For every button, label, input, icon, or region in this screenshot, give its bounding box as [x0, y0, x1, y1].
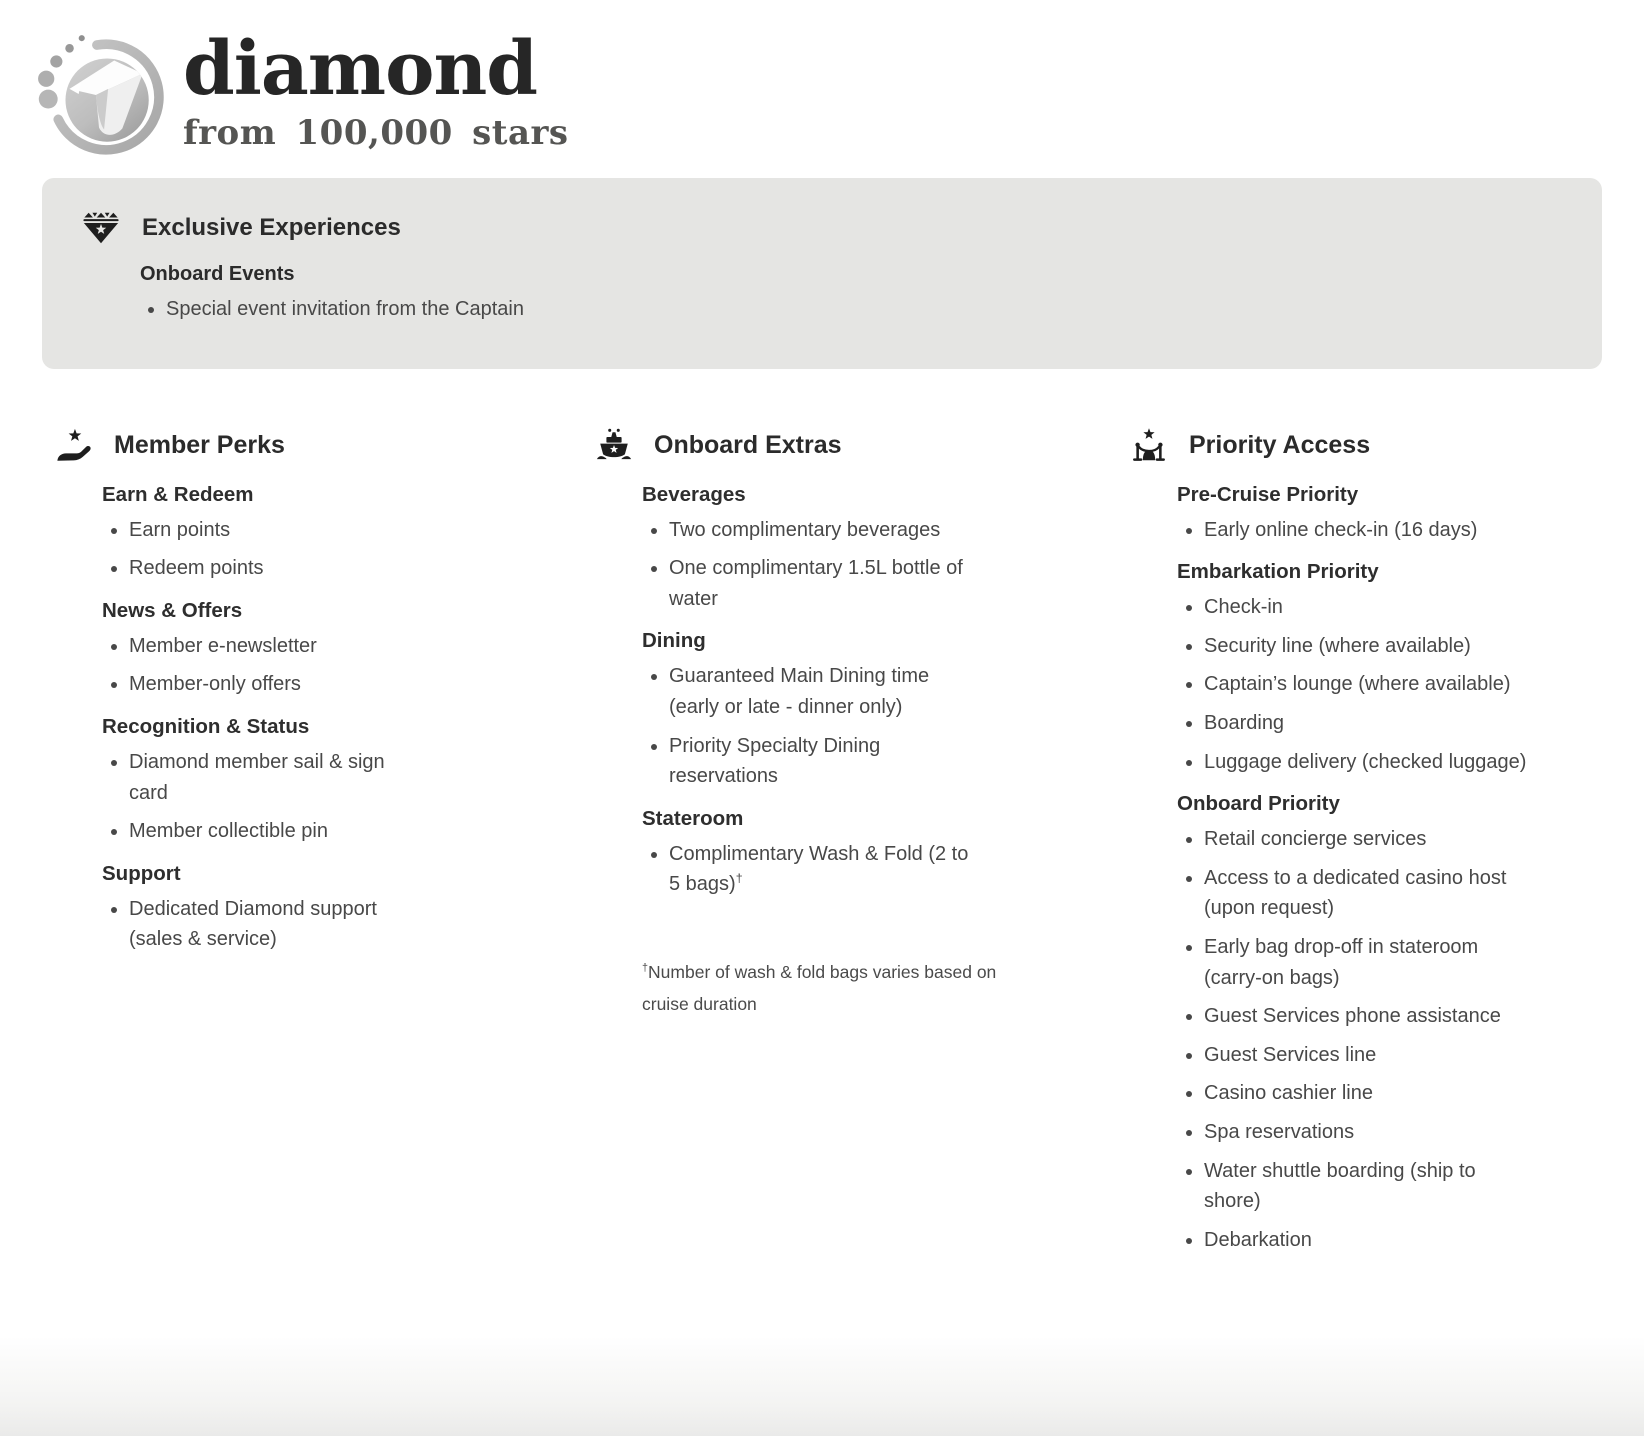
bottom-fade — [0, 1336, 1644, 1436]
benefit-item: • Debarkation — [1204, 1225, 1534, 1256]
column-priority-access — [1130, 427, 1630, 1264]
benefit-item: • Captain’s lounge (where available) — [1204, 669, 1534, 700]
benefit-item: • Priority Specialty Dining reservations — [669, 731, 981, 792]
benefit-item: • Retail concierge services — [1204, 824, 1534, 855]
gem-icon — [82, 210, 120, 246]
section-heading: Dining — [642, 629, 706, 653]
wash-fold-footnote: †Number of wash & fold bags varies based on cruise duration — [642, 961, 997, 1015]
benefit-list — [1177, 592, 1630, 777]
benefit-item: • Member e-newsletter — [129, 631, 429, 662]
section-heading: Earn & Redeem — [102, 482, 254, 506]
exclusive-experiences-title: Exclusive Experiences — [142, 214, 401, 241]
benefit-list — [642, 661, 1130, 791]
onboard-extras-body — [642, 483, 1130, 900]
section-heading: Beverages — [642, 482, 746, 506]
benefit-list — [1177, 824, 1630, 1255]
benefit-list — [102, 894, 595, 955]
benefit-item: • Diamond member sail & sign card — [129, 747, 429, 808]
benefit-item: • Redeem points — [129, 553, 429, 584]
ship-icon — [595, 427, 633, 465]
column-title-member-perks: Member Perks — [114, 431, 285, 460]
column-title-priority-access: Priority Access — [1189, 431, 1371, 460]
benefit-item: • Guest Services line — [1204, 1040, 1534, 1071]
section-heading: News & Offers — [102, 598, 243, 622]
column-onboard-extras — [595, 427, 1130, 1021]
exclusive-experiences-body — [140, 263, 1562, 325]
brand-header — [0, 0, 1644, 162]
hand-star-icon — [55, 427, 93, 465]
priority-access-body — [1177, 483, 1630, 1256]
benefit-item: • Dedicated Diamond support (sales & service) — [129, 894, 429, 955]
benefit-item: • Complimentary Wash & Fold (2 to 5 bags)† — [669, 839, 981, 900]
section-heading: Onboard Events — [140, 263, 295, 285]
tier-name: diamond — [183, 26, 538, 112]
benefit-item: • Early online check-in (16 days) — [1204, 515, 1534, 546]
benefit-item: • Check-in — [1204, 592, 1534, 623]
benefit-item: • Boarding — [1204, 708, 1534, 739]
benefit-item: • Water shuttle boarding (ship to shore) — [1204, 1156, 1534, 1217]
section-heading: Support — [102, 861, 181, 885]
benefit-list — [140, 294, 1562, 325]
benefit-item: • Two complimentary beverages — [669, 515, 981, 546]
benefit-list — [1177, 515, 1630, 546]
benefit-item: • Earn points — [129, 515, 429, 546]
benefit-item: • Spa reservations — [1204, 1117, 1534, 1148]
benefit-item: • Casino cashier line — [1204, 1078, 1534, 1109]
benefit-item: • Access to a dedicated casino host (upon request) — [1204, 863, 1534, 924]
section-heading: Pre-Cruise Priority — [1177, 482, 1359, 506]
brand-text — [183, 28, 569, 153]
benefit-item: • Special event invitation from the Captain — [166, 294, 1562, 325]
benefit-item: • Guest Services phone assistance — [1204, 1001, 1534, 1032]
benefit-item: • Member collectible pin — [129, 816, 429, 847]
tier-subtitle: from 100,000 stars — [183, 113, 569, 154]
column-member-perks — [55, 427, 595, 963]
benefit-list — [102, 631, 595, 700]
benefit-list — [102, 747, 595, 847]
benefit-item: • Early bag drop-off in stateroom (carry-on bags) — [1204, 932, 1534, 993]
column-title-onboard-extras: Onboard Extras — [654, 431, 842, 460]
benefit-list — [642, 515, 1130, 615]
section-heading: Onboard Priority — [1177, 792, 1340, 816]
benefit-item: • Guaranteed Main Dining time (early or late - dinner only) — [669, 661, 981, 722]
brand-logo-icon — [33, 28, 167, 162]
exclusive-experiences-box — [42, 178, 1602, 369]
section-heading: Stateroom — [642, 806, 744, 830]
section-heading: Recognition & Status — [102, 714, 310, 738]
member-perks-body — [102, 483, 595, 955]
benefit-item: • One complimentary 1.5L bottle of water — [669, 553, 981, 614]
benefit-item: • Luggage delivery (checked luggage) — [1204, 747, 1534, 778]
benefit-list — [642, 839, 1130, 900]
queue-star-icon — [1130, 427, 1168, 465]
benefit-list — [102, 515, 595, 584]
benefit-item: • Security line (where available) — [1204, 631, 1534, 662]
section-heading: Embarkation Priority — [1177, 560, 1379, 584]
benefit-columns — [0, 369, 1644, 1264]
benefit-item: • Member-only offers — [129, 669, 429, 700]
